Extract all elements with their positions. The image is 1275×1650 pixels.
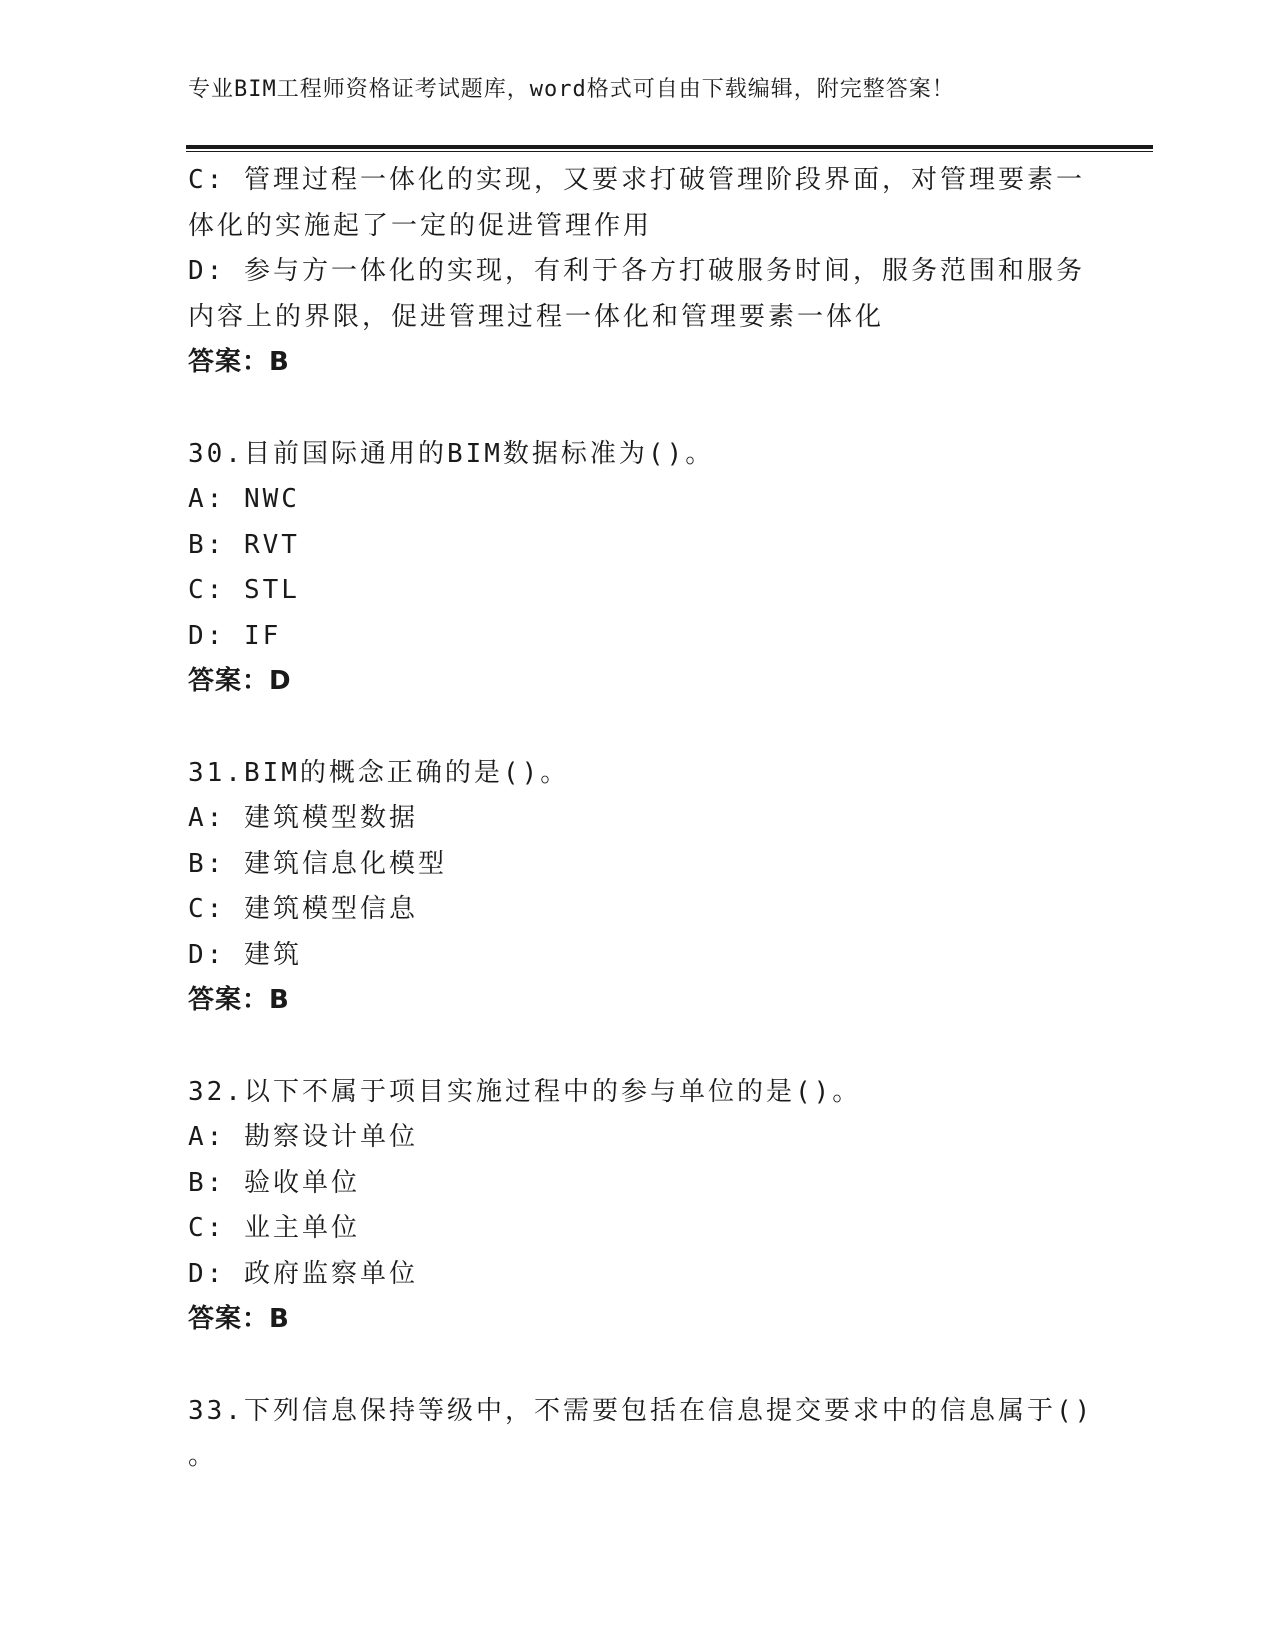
option-b: B: RVT: [188, 529, 300, 560]
option-c: C: STL: [188, 575, 300, 605]
option-d: D: IF: [188, 620, 282, 651]
answer-label: 答案：D: [188, 666, 292, 696]
answer-label: 答案：B: [188, 347, 290, 377]
answer-label: 答案：B: [188, 1304, 290, 1334]
question-stem: 31.BIM的概念正确的是()。: [188, 757, 570, 788]
option-c: C: 业主单位: [188, 1213, 360, 1243]
option-c-line2: 体化的实施起了一定的促进管理作用: [188, 210, 653, 241]
option-a: A: 勘察设计单位: [188, 1122, 418, 1152]
question-stem-line1: 33.下列信息保持等级中，不需要包括在信息提交要求中的信息属于(): [188, 1395, 1094, 1426]
question-block: [188, 432, 1088, 705]
question-stem-line2: 。: [188, 1441, 218, 1471]
answer-label: 答案：B: [188, 985, 290, 1015]
spacer: [188, 705, 1088, 751]
page-header: 专业BIM工程师资格证考试题库，word格式可自由下载编辑，附完整答案！: [188, 77, 955, 102]
option-b: B: 建筑信息化模型: [188, 848, 447, 879]
header-divider-thin: [186, 151, 1153, 152]
question-block: [188, 1389, 1094, 1480]
question-block: [188, 751, 1088, 1024]
option-b: B: 验收单位: [188, 1167, 360, 1198]
option-d: D: 政府监察单位: [188, 1258, 418, 1289]
option-c-line1: C: 管理过程一体化的实现，又要求打破管理阶段界面，对管理要素一: [188, 165, 1085, 195]
document-body: [188, 158, 1094, 1480]
option-d-line2: 内容上的界限，促进管理过程一体化和管理要素一体化: [188, 301, 885, 332]
spacer: [188, 1024, 1088, 1070]
spacer: [188, 386, 1088, 432]
question-block: [188, 1070, 1088, 1343]
question-stem: 32.以下不属于项目实施过程中的参与单位的是()。: [188, 1076, 862, 1107]
header-divider-thick: [186, 145, 1153, 149]
option-a: A: NWC: [188, 484, 300, 514]
option-d: D: 建筑: [188, 939, 302, 970]
prev-question-block: [188, 158, 1088, 386]
spacer: [188, 1343, 1088, 1389]
option-d-line1: D: 参与方一体化的实现，有利于各方打破服务时间，服务范围和服务: [188, 256, 1085, 286]
option-c: C: 建筑模型信息: [188, 894, 418, 924]
question-stem: 30.目前国际通用的BIM数据标准为()。: [188, 438, 715, 469]
option-a: A: 建筑模型数据: [188, 803, 418, 833]
